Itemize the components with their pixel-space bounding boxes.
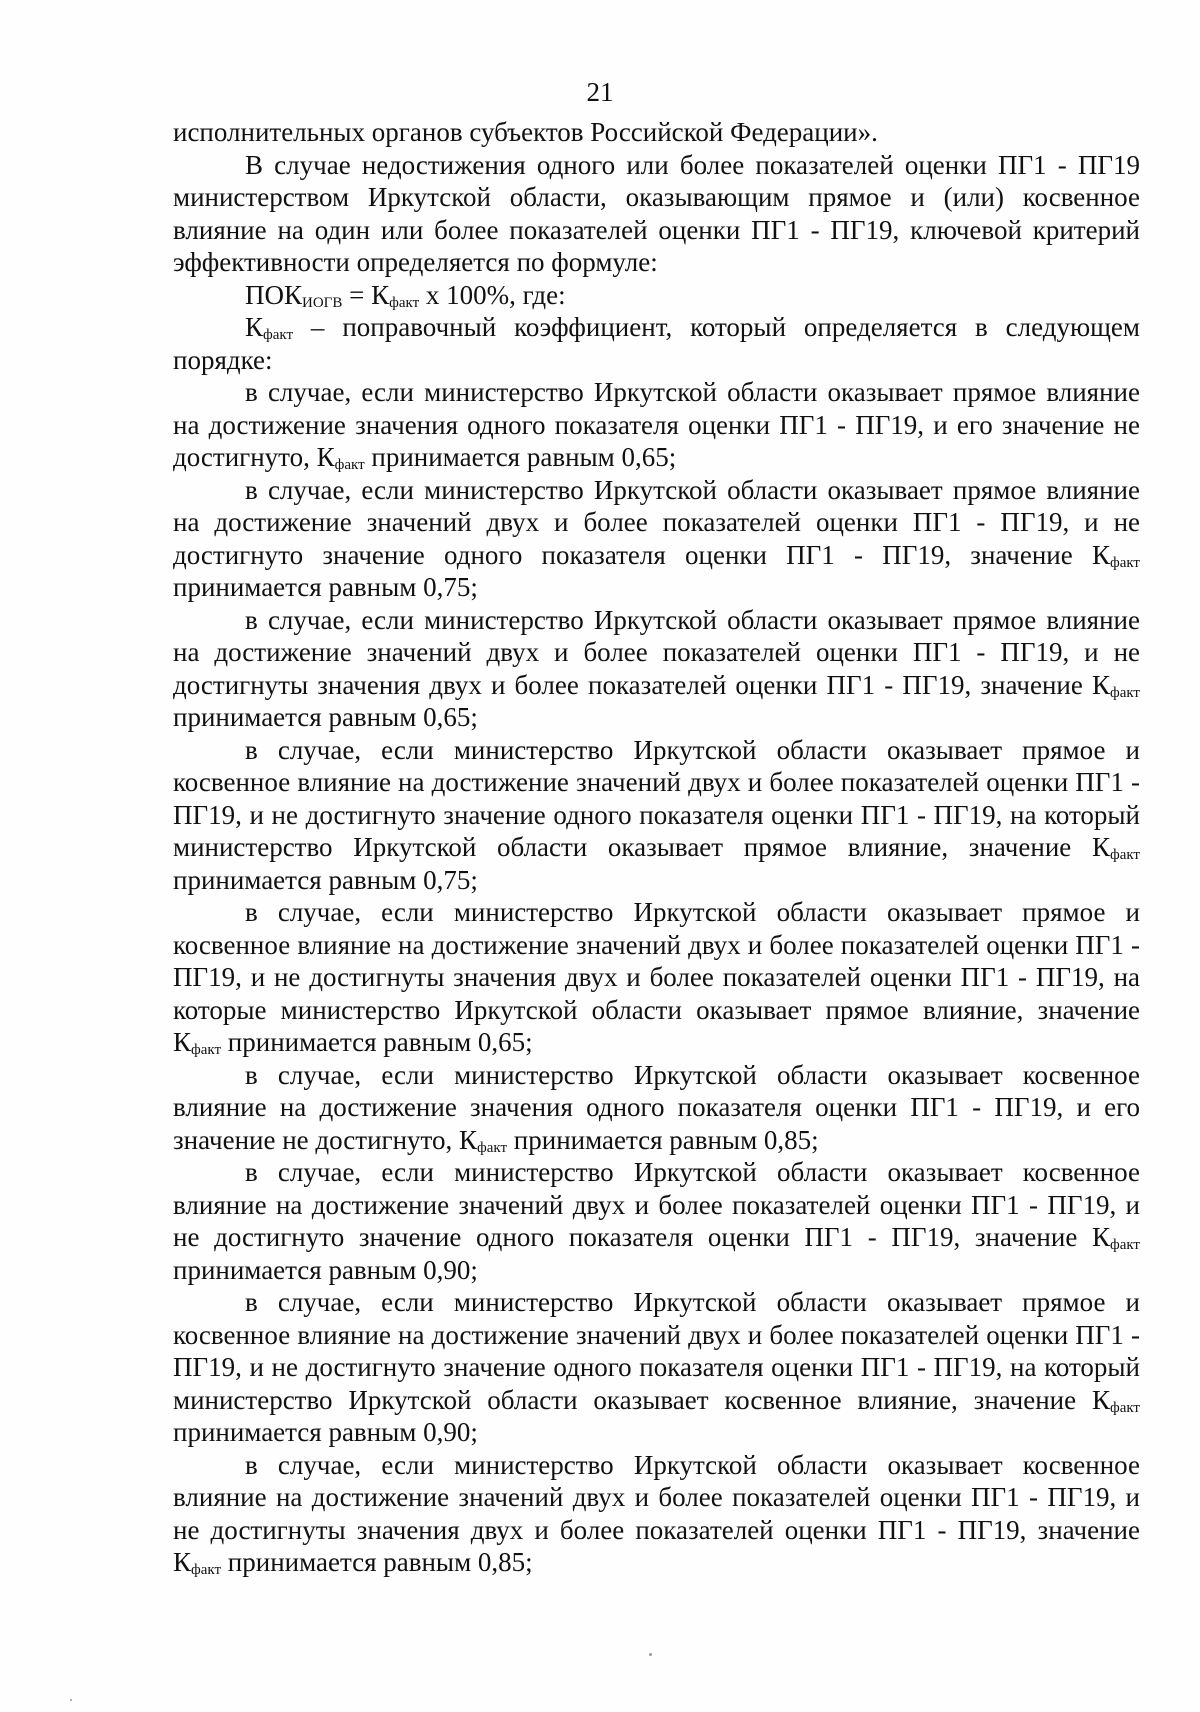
document-body bbox=[173, 116, 1140, 1579]
scan-speck bbox=[649, 1653, 652, 1656]
formula-text: х 100%, где: bbox=[419, 279, 566, 310]
subscript: факт bbox=[1109, 554, 1140, 571]
subscript: факт bbox=[191, 1042, 222, 1058]
paragraph-case: в случае, если министерство Иркутской области оказывает прямое и косвенное влияние на достижение значений двух и более показателей оценки ПГ1 - ПГ19, и не достигнуто значение одного показателя оценки ПГ1 - ПГ19, на который министерство Иркутской области оказывает прямое влияние, значение $К_{факт}$ принимается равным 0,75; bbox=[173, 734, 1140, 895]
paragraph-case: в случае, если министерство Иркутской области оказывает прямое влияние на достижение значений двух и более показателей оценки ПГ1 - ПГ19, и не достигнуто значение одного показателя оценки ПГ1 - ПГ19, значение $К_{факт}$ принимается равным 0,75; bbox=[173, 474, 1140, 602]
formula-subscript: факт bbox=[389, 294, 420, 311]
subscript: факт bbox=[1109, 847, 1140, 863]
paragraph-case: в случае, если министерство Иркутской области оказывает косвенное влияние на достижение значений двух и более показателей оценки ПГ1 - ПГ19, и не достигнуты значения двух и более показателей оценки ПГ1 - ПГ19, значение $К_{факт}$ принимается равным 0,85; bbox=[173, 1449, 1140, 1578]
subscript: факт bbox=[191, 1562, 222, 1578]
formula-subscript: ИОГВ bbox=[302, 294, 343, 311]
subscript: факт bbox=[1109, 1399, 1140, 1416]
paragraph-case: в случае, если министерство Иркутской области оказывает прямое и косвенное влияние на достижение значений двух и более показателей оценки ПГ1 - ПГ19, и не достигнуты значения двух и более показателей оценки ПГ1 - ПГ19, на которые министерство Иркутской области оказывает прямое влияние, значение $К_{факт}$ принимается равным 0,65; bbox=[173, 897, 1140, 1058]
paragraph-case: в случае, если министерство Иркутской области оказывает прямое влияние на достижение значений двух и более показателей оценки ПГ1 - ПГ19, и не достигнуты значения двух и более показателей оценки ПГ1 - ПГ19, значение $К_{факт}$ принимается равным 0,65; bbox=[173, 604, 1140, 732]
formula-text: ПОК bbox=[245, 279, 303, 310]
paragraph-definition: $К_{факт}$ – поправочный коэффициент, который определяется в следующем порядке: bbox=[173, 312, 1140, 375]
formula-text: = К bbox=[342, 279, 390, 310]
subscript: факт bbox=[1109, 684, 1140, 701]
subscript: факт bbox=[1109, 1237, 1140, 1253]
paragraph-case: в случае, если министерство Иркутской области оказывает косвенное влияние на достижение значения одного показателя оценки ПГ1 - ПГ19, и его значение не достигнуто, $К_{факт}$ принимается равным 0,85; bbox=[173, 1059, 1140, 1156]
paragraph-intro: В случае недостижения одного или более показателей оценки ПГ1 - ПГ19 министерством Иркутской области, оказывающим прямое и (или) косвенное влияние на один или более показателей оценки ПГ1 - ПГ19, ключевой критерий эффективности определяется по формуле: bbox=[173, 149, 1140, 277]
paragraph-continuation: исполнительных органов субъектов Российской Федерации». bbox=[173, 117, 878, 147]
scan-speck bbox=[70, 1699, 72, 1701]
paragraph-case: в случае, если министерство Иркутской области оказывает прямое влияние на достижение значения одного показателя оценки ПГ1 - ПГ19, и его значение не достигнуто, $К_{факт}$ принимается равным 0,65; bbox=[173, 377, 1140, 473]
paragraph-case: в случае, если министерство Иркутской области оказывает прямое и косвенное влияние на достижение значений двух и более показателей оценки ПГ1 - ПГ19, и не достигнуто значение одного показателя оценки ПГ1 - ПГ19, на который министерство Иркутской области оказывает косвенное влияние, значение $К_{факт}$ принимается равным 0,90; bbox=[173, 1287, 1140, 1447]
subscript: факт bbox=[334, 457, 365, 473]
page-number: 21 bbox=[586, 77, 614, 107]
formula-line bbox=[173, 279, 1140, 312]
paragraph-case: в случае, если министерство Иркутской области оказывает косвенное влияние на достижение значений двух и более показателей оценки ПГ1 - ПГ19, и не достигнуто значение одного показателя оценки ПГ1 - ПГ19, значение $К_{факт}$ принимается равным 0,90; bbox=[173, 1157, 1140, 1285]
subscript: факт bbox=[263, 327, 294, 343]
subscript: факт bbox=[477, 1139, 508, 1156]
